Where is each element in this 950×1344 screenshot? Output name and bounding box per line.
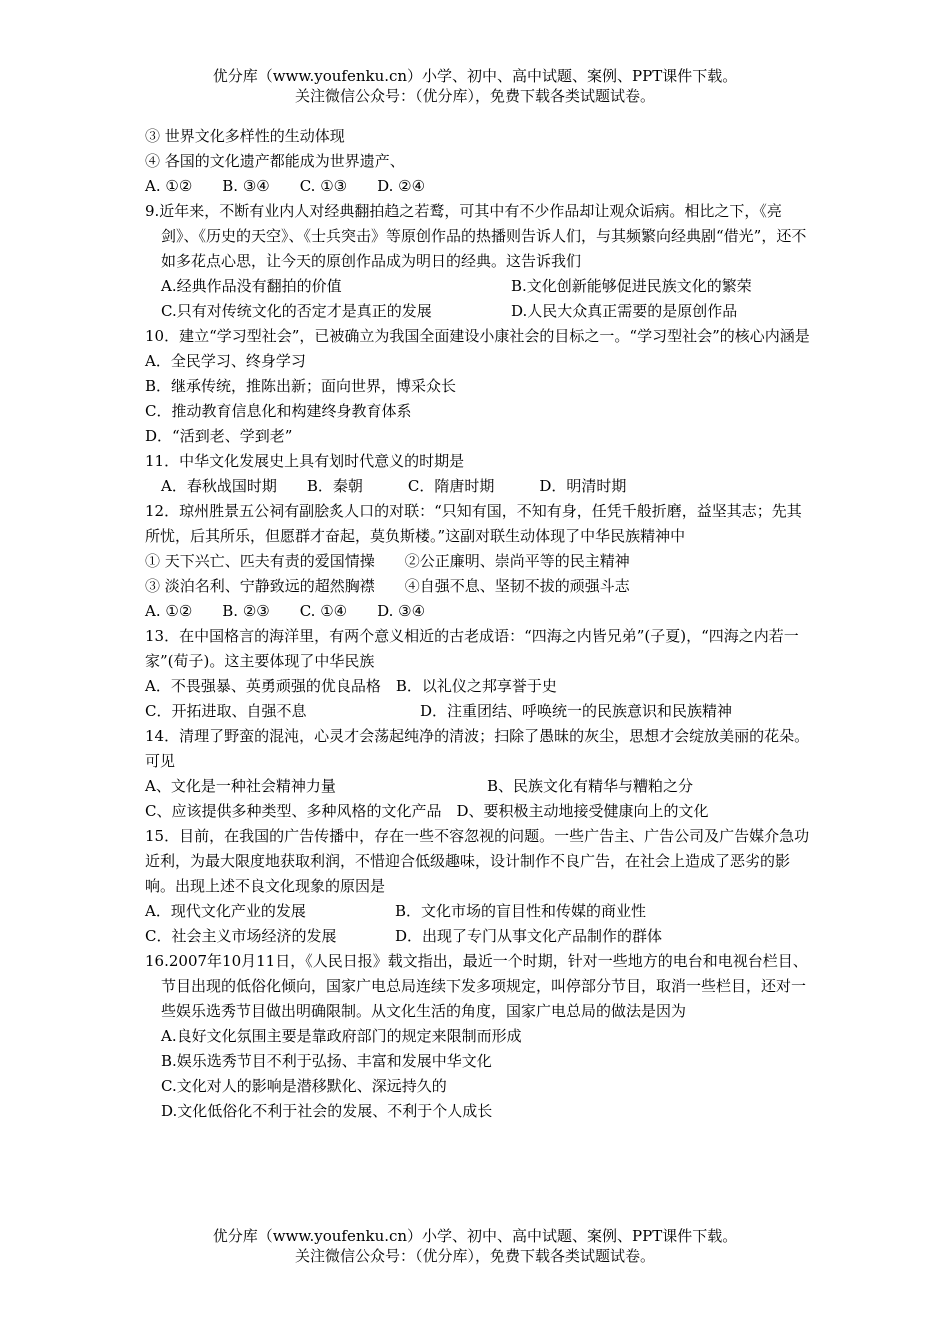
question-9-stem: 9.近年来，不断有业内人对经典翻拍趋之若鹜，可其中有不少作品却让观众诟病。相比之下，《亮剑》、《历史的天空》、《士兵突击》等原创作品的热播则告诉人们，与其频繁向经典剧“借光”，还不如多花点心思，让今天的原创作品成为明日的经典。这告诉我们 — [145, 202, 807, 270]
header-line-2: 关注微信公众号：（优分库），免费下载各类试题试卷。 — [294, 87, 655, 105]
option-line: ③ 世界文化多样性的生动体现 — [145, 127, 345, 145]
answer-choices: A. ①② B. ③④ C. ①③ D. ②④ — [145, 177, 426, 195]
option-line: ④ 各国的文化遗产都能成为世界遗产、 — [145, 152, 405, 170]
question-11-options: A．春秋战国时期 B．秦朝 C．隋唐时期 D．明清时期 — [161, 477, 627, 495]
question-16-option-a: A.良好文化氛围主要是靠政府部门的规定来限制而形成 — [161, 1027, 522, 1045]
question-13-options-row-2 — [145, 699, 815, 724]
header-line-1: 优分库（www.youfenku.cn）小学、初中、高中试题、案例、PPT课件下载。 — [212, 67, 738, 85]
question-15-options-row-2 — [145, 924, 815, 949]
question-14-stem: 14．清理了野蛮的混沌，心灵才会荡起纯净的清波；扫除了愚昧的灰尘，思想才会绽放美丽的花朵。可见 — [145, 727, 810, 770]
footer-line-1: 优分库（www.youfenku.cn）小学、初中、高中试题、案例、PPT课件下载。 — [212, 1227, 738, 1245]
question-9-options-row-2 — [145, 299, 815, 324]
question-12-option-line-2: ③ 淡泊名利、宁静致远的超然胸襟 ④自强不息、坚韧不拔的顽强斗志 — [145, 577, 630, 595]
question-10-stem: 10．建立“学习型社会”，已被确立为我国全面建设小康社会的目标之一。“学习型社会”的核心内涵是 — [145, 327, 810, 345]
question-15-option-c: C．社会主义市场经济的发展 — [145, 927, 337, 945]
question-13-option-c: C．开拓进取、自强不息 — [145, 702, 307, 720]
question-10-option-c: C．推动教育信息化和构建终身教育体系 — [145, 402, 412, 420]
question-15-option-b: B．文化市场的盲目性和传媒的商业性 — [395, 902, 647, 920]
question-14-options-cd: C、应该提供多种类型、多种风格的文化产品 D、要积极主动地接受健康向上的文化 — [145, 802, 709, 820]
question-16-stem: 16.2007年10月11日，《人民日报》载文指出，最近一个时期，针对一些地方的电台和电视台栏目、节目出现的低俗化倾向，国家广电总局连续下发多项规定，叫停部分节目，取消一些栏目，还对一些娱乐选秀节目做出明确限制。从文化生活的角度，国家广电总局的做法是因为 — [145, 952, 808, 1020]
question-12-answer-choices: A. ①② B. ②③ C. ①④ D. ③④ — [145, 602, 426, 620]
question-14-options-row-1 — [145, 774, 815, 799]
question-9-option-d: D.人民大众真正需要的是原创作品 — [511, 302, 738, 320]
question-12-stem: 12．琼州胜景五公祠有副脍炙人口的对联：“只知有国，不知有身，任凭千般折磨，益坚其志；先其所忧，后其所乐，但愿群才奋起，莫负斯楼。”这副对联生动体现了中华民族精神中 — [145, 502, 802, 545]
question-15-stem: 15．目前，在我国的广告传播中，存在一些不容忽视的问题。一些广告主、广告公司及广告媒介急功近利，为最大限度地获取利润，不惜迎合低级趣味，设计制作不良广告，在社会上造成了恶劣的影响。出现上述不良文化现象的原因是 — [145, 827, 810, 895]
footer-line-2: 关注微信公众号：（优分库），免费下载各类试题试卷。 — [294, 1247, 655, 1265]
question-9-option-c: C.只有对传统文化的否定才是真正的发展 — [161, 302, 432, 320]
question-10-option-d: D．“活到老、学到老” — [145, 427, 293, 445]
question-9-option-a: A.经典作品没有翻拍的价值 — [161, 277, 342, 295]
question-11-stem: 11．中华文化发展史上具有划时代意义的时期是 — [145, 452, 465, 470]
question-12-option-line-1: ① 天下兴亡、匹夫有责的爱国情操 ②公正廉明、崇尚平等的民主精神 — [145, 552, 630, 570]
question-9-options-row-1 — [145, 274, 815, 299]
question-10-option-a: A．全民学习、终身学习 — [145, 352, 306, 370]
question-13-options-ab: A．不畏强暴、英勇顽强的优良品格 B．以礼仪之邦享誉于史 — [145, 677, 557, 695]
question-13-stem: 13．在中国格言的海洋里，有两个意义相近的古老成语：“四海之内皆兄弟”(子夏)，“四海之内若一家”(荀子)。这主要体现了中华民族 — [145, 627, 799, 670]
question-16-option-b: B.娱乐选秀节目不利于弘扬、丰富和发展中华文化 — [161, 1052, 492, 1070]
question-14-option-b: B、民族文化有精华与糟粕之分 — [487, 777, 694, 795]
question-15-option-a: A．现代文化产业的发展 — [145, 902, 306, 920]
question-13-option-d: D．注重团结、呼唤统一的民族意识和民族精神 — [420, 702, 733, 720]
question-14-option-a: A、文化是一种社会精神力量 — [145, 777, 336, 795]
document-body — [145, 124, 815, 1124]
question-15-options-row-1 — [145, 899, 815, 924]
question-16-option-c: C.文化对人的影响是潜移默化、深远持久的 — [161, 1077, 447, 1095]
question-15-option-d: D．出现了专门从事文化产品制作的群体 — [395, 927, 663, 945]
question-10-option-b: B．继承传统，推陈出新；面向世界，博采众长 — [145, 377, 457, 395]
question-16-option-d: D.文化低俗化不利于社会的发展、不利于个人成长 — [161, 1102, 493, 1120]
question-9-option-b: B.文化创新能够促进民族文化的繁荣 — [511, 277, 752, 295]
